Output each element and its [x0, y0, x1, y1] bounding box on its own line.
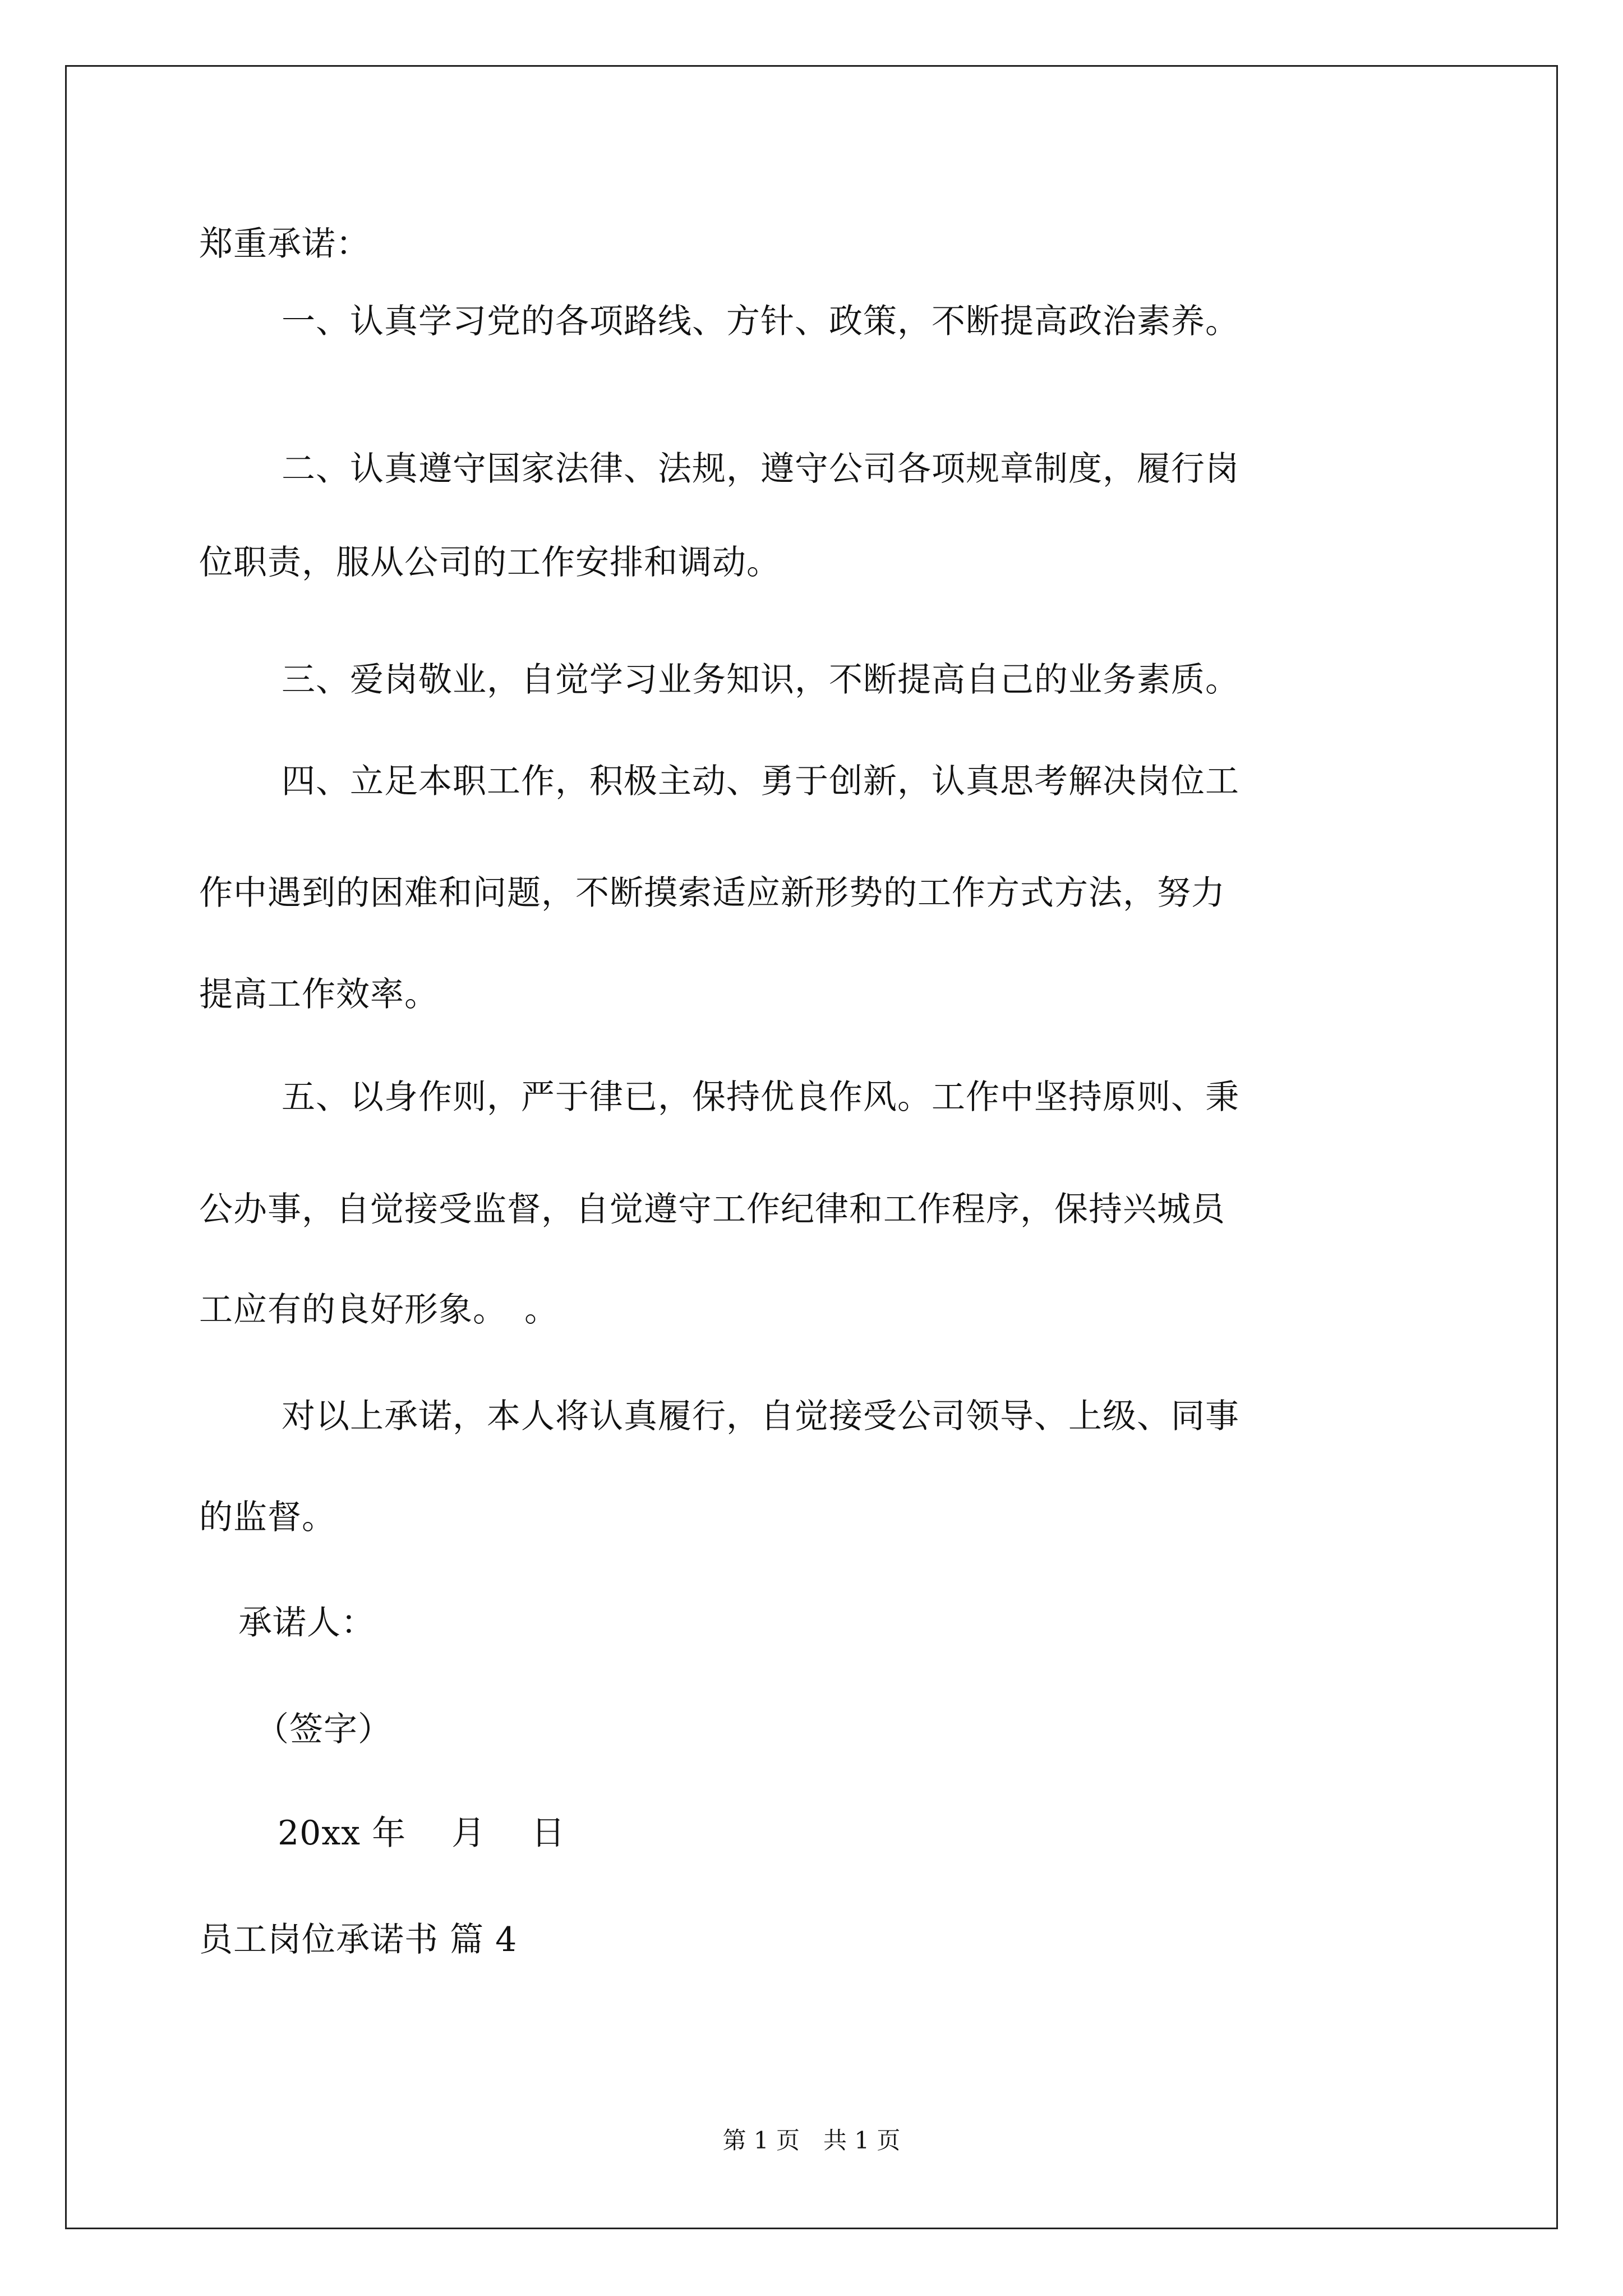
signature-label: （签字）	[255, 1710, 392, 1749]
date-line: 20xx 年 月 日	[278, 1814, 566, 1853]
paragraph-line: 作中遇到的困难和问题，不断摸索适应新形势的工作方式方法，努力	[199, 873, 1225, 913]
paragraph-line: 二、认真遵守国家法律、法规，遵守公司各项规章制度，履行岗	[282, 449, 1239, 489]
page-footer: 第 1 页 共 1 页	[722, 2127, 901, 2154]
paragraph-line: 提高工作效率。	[199, 975, 439, 1014]
paragraph-line: 三、爱岗敬业，自觉学习业务知识，不断提高自己的业务素质。	[282, 660, 1239, 700]
paragraph-line: 对以上承诺，本人将认真履行，自觉接受公司领导、上级、同事	[282, 1397, 1239, 1436]
paragraph-line: 公办事，自觉接受监督，自觉遵守工作纪律和工作程序，保持兴城员	[199, 1190, 1225, 1229]
signer-label: 承诺人：	[238, 1603, 375, 1642]
greeting-line: 郑重承诺：	[199, 224, 370, 264]
paragraph-line: 位职责，服从公司的工作安排和调动。	[199, 543, 781, 582]
page-border	[65, 65, 1558, 2229]
paragraph-line: 工应有的良好形象。 。	[199, 1290, 559, 1329]
paragraph-line: 五、以身作则，严于律已，保持优良作风。工作中坚持原则、秉	[282, 1078, 1239, 1117]
paragraph-line: 的监督。	[199, 1498, 336, 1537]
paragraph-line: 四、立足本职工作，积极主动、勇于创新，认真思考解决岗位工	[282, 762, 1239, 801]
paragraph-line: 一、认真学习党的各项路线、方针、政策，不断提高政治素养。	[282, 302, 1239, 341]
section-title: 员工岗位承诺书 篇 4	[199, 1920, 518, 1959]
